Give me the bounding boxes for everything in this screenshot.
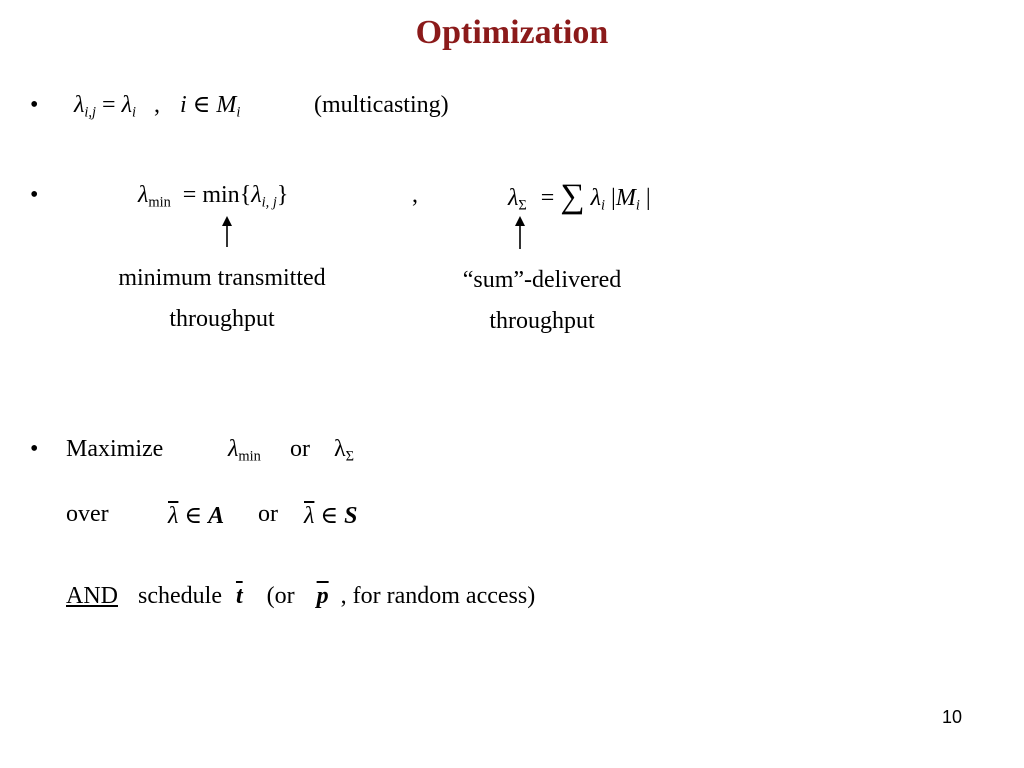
probability-vector-p: $\overline{p}$ xyxy=(316,583,329,609)
lambda-min-subscript: min xyxy=(148,194,171,211)
and-label: AND xyxy=(66,583,118,609)
schedule-label: schedule xyxy=(138,583,222,609)
abs-bar-right: | xyxy=(645,185,651,211)
set-M-subscript: i xyxy=(635,197,640,214)
comma: , xyxy=(153,92,160,118)
set-A: A xyxy=(208,503,225,529)
slide-title: Optimization xyxy=(415,14,609,51)
lambda-symbol: λ xyxy=(590,185,601,211)
bullet-3-marker: • xyxy=(30,436,39,462)
lambda-symbol: λ xyxy=(121,92,132,118)
lambda-sum-term xyxy=(334,436,354,463)
and-schedule-line xyxy=(66,583,535,610)
over-label: over xyxy=(66,501,109,527)
lambda-subscript-i: i xyxy=(131,104,136,121)
caption-min-line-2: throughput xyxy=(169,306,275,332)
schedule-vector-t: $\overline{t}$ xyxy=(235,583,243,609)
min-operator: min xyxy=(202,182,240,208)
lambda-symbol: λ xyxy=(251,182,262,208)
or-label: or xyxy=(290,436,310,462)
equals-sign: = xyxy=(540,185,555,211)
lambda-symbol: λ xyxy=(74,92,85,118)
lambda-symbol: λ xyxy=(508,185,519,211)
lambda-min-definition xyxy=(138,182,288,209)
lambda-subscript-ij: i,j xyxy=(84,104,97,121)
bullet-2-marker: • xyxy=(30,182,39,208)
equals-sign: = xyxy=(102,92,116,118)
bullet-1-equation xyxy=(74,90,240,119)
set-M-subscript: i xyxy=(236,104,241,121)
close-brace: } xyxy=(276,182,289,208)
multicasting-note: (multicasting) xyxy=(314,92,449,118)
or-label: or xyxy=(258,501,278,527)
lambda-subscript-ij: i, j xyxy=(261,194,277,211)
lambda-in-A xyxy=(168,501,224,530)
arrow-up-left-icon xyxy=(220,216,234,250)
bullet-1-marker: • xyxy=(30,92,39,118)
element-of-symbol: ∈ xyxy=(320,503,339,529)
lambda-symbol: λ xyxy=(334,436,346,462)
caption-sum-line-2: throughput xyxy=(489,308,595,334)
lambda-min-subscript: min xyxy=(238,448,261,465)
equals-sign: = xyxy=(182,182,197,208)
set-M: M xyxy=(615,185,636,211)
index-i: i xyxy=(179,92,187,118)
lambda-subscript-i: i xyxy=(601,197,605,214)
set-S: S xyxy=(344,503,358,529)
abs-bar-left: | xyxy=(611,185,616,211)
lambda-symbol: λ xyxy=(138,182,149,208)
separator-comma: , xyxy=(412,182,418,208)
lambda-bar-symbol: $\overline{\lambda}$ xyxy=(304,503,315,529)
lambda-sum-definition xyxy=(508,178,651,216)
random-access-label: , for random access) xyxy=(340,583,536,609)
lambda-bar-symbol: $\overline{\lambda}$ xyxy=(168,503,179,529)
maximize-label: Maximize xyxy=(66,436,164,462)
lambda-min-term xyxy=(228,436,261,463)
lambda-in-S xyxy=(304,501,358,530)
lambda-sum-subscript: Σ xyxy=(518,197,527,214)
open-brace: { xyxy=(239,182,252,208)
arrow-up-right-icon xyxy=(513,216,527,252)
or-open-label: (or xyxy=(266,583,295,609)
page-number: 10 xyxy=(941,707,962,727)
summation-symbol: ∑ xyxy=(560,178,585,215)
caption-sum-line-1: “sum”-delivered xyxy=(462,267,622,293)
lambda-symbol: λ xyxy=(228,436,239,462)
element-of-symbol: ∈ xyxy=(184,503,203,529)
element-of-symbol: ∈ xyxy=(192,92,211,118)
set-M: M xyxy=(216,92,237,118)
caption-min-line-1: minimum transmitted xyxy=(118,265,326,291)
lambda-sum-subscript: Σ xyxy=(345,448,355,465)
